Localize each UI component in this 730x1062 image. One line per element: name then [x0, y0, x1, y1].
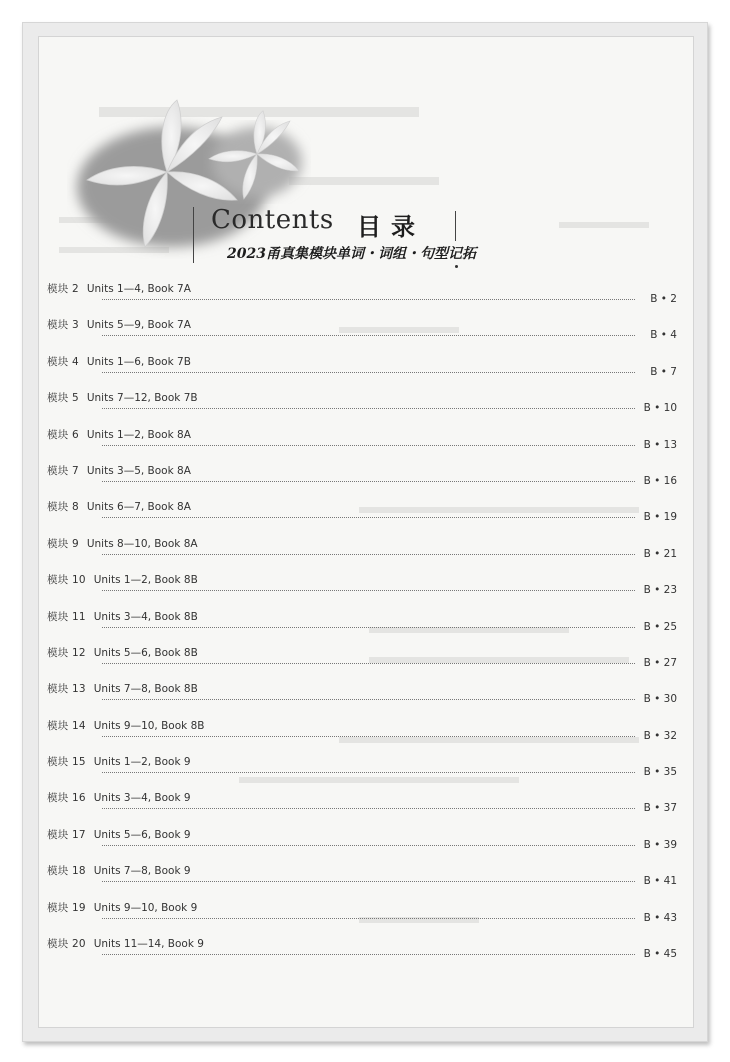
toc-entry[interactable] [47, 427, 677, 463]
toc-page-number: B • 7 [650, 365, 677, 378]
toc-module: 模块 12 [47, 646, 86, 659]
page-subtitle: 2023甬真集模块单词・词组・句型记拓 [227, 246, 476, 262]
toc-units: Units 6—7, Book 8A [86, 501, 191, 514]
toc-units: Units 1—2, Book 8B [93, 574, 198, 587]
toc-page-number: B • 35 [643, 766, 677, 779]
toc-module: 模块 18 [47, 865, 86, 878]
toc-page-number: B • 41 [643, 875, 677, 888]
toc-module: 模块 6 [47, 428, 79, 441]
toc-entry[interactable] [47, 463, 677, 499]
page-title-chinese: 目录 [357, 212, 425, 241]
toc-page-number: B • 10 [643, 402, 677, 415]
toc-dot-leader [102, 699, 635, 700]
contents-page [38, 36, 694, 1028]
toc-dot-leader [102, 335, 635, 336]
toc-entry[interactable] [47, 754, 677, 790]
toc-dot-leader [102, 627, 635, 628]
toc-dot-leader [102, 663, 635, 664]
toc-page-number: B • 25 [643, 620, 677, 633]
toc-entry[interactable] [47, 681, 677, 717]
toc-units: Units 1—2, Book 8A [86, 428, 191, 441]
toc-entry[interactable] [47, 317, 677, 353]
toc-units: Units 8—10, Book 8A [86, 537, 198, 550]
header-rule-left [193, 207, 194, 263]
toc-page-number: B • 37 [643, 802, 677, 815]
toc-units: Units 5—6, Book 8B [93, 646, 198, 659]
toc-units: Units 7—12, Book 7B [86, 392, 198, 405]
toc-module: 模块 2 [47, 283, 79, 295]
toc-dot-leader [102, 299, 635, 300]
toc-module: 模块 9 [47, 537, 79, 550]
toc-module: 模块 14 [47, 719, 86, 732]
toc-module: 模块 19 [47, 901, 86, 914]
toc-dot-leader [102, 408, 635, 409]
toc-page-number: B • 16 [643, 474, 677, 487]
toc-module: 模块 7 [47, 464, 79, 477]
toc-page-number: B • 32 [643, 729, 677, 742]
toc-dot-leader [102, 590, 635, 591]
toc-page-number: B • 4 [650, 329, 677, 342]
table-of-contents [47, 281, 677, 972]
toc-entry[interactable] [47, 354, 677, 390]
toc-module: 模块 8 [47, 501, 79, 514]
toc-dot-leader [102, 772, 635, 773]
toc-module: 模块 11 [47, 610, 86, 623]
toc-entry[interactable] [47, 827, 677, 863]
page-title-english: Contents [211, 205, 334, 235]
toc-entry[interactable] [47, 645, 677, 681]
toc-module: 模块 4 [47, 355, 79, 368]
toc-dot-leader [102, 372, 635, 373]
toc-module: 模块 17 [47, 828, 86, 841]
toc-entry[interactable] [47, 718, 677, 754]
toc-dot-leader [102, 845, 635, 846]
toc-page-number: B • 21 [643, 547, 677, 560]
toc-module: 模块 10 [47, 574, 86, 587]
toc-entry[interactable] [47, 790, 677, 826]
toc-units: Units 9—10, Book 9 [93, 901, 198, 914]
toc-module: 模块 15 [47, 756, 86, 769]
toc-dot-leader [102, 445, 635, 446]
toc-dot-leader [102, 954, 635, 955]
toc-units: Units 9—10, Book 8B [93, 719, 205, 732]
toc-units: Units 1—4, Book 7A [86, 283, 191, 295]
toc-dot-leader [102, 736, 635, 737]
toc-units: Units 3—4, Book 8B [93, 610, 198, 623]
toc-units: Units 3—4, Book 9 [93, 792, 191, 805]
toc-entry[interactable] [47, 281, 677, 317]
toc-entry[interactable] [47, 390, 677, 426]
toc-units: Units 7—8, Book 9 [93, 865, 191, 878]
toc-units: Units 3—5, Book 8A [86, 464, 191, 477]
contents-header [193, 205, 515, 265]
toc-dot-leader [102, 881, 635, 882]
toc-units: Units 5—9, Book 7A [86, 319, 191, 332]
toc-dot-leader [102, 517, 635, 518]
header-dot [455, 265, 458, 268]
toc-units: Units 1—6, Book 7B [86, 355, 191, 368]
toc-page-number: B • 2 [650, 293, 677, 305]
toc-page-number: B • 45 [643, 948, 677, 961]
toc-units: Units 5—6, Book 9 [93, 828, 191, 841]
toc-units: Units 11—14, Book 9 [93, 938, 204, 951]
toc-dot-leader [102, 481, 635, 482]
toc-module: 模块 13 [47, 683, 86, 696]
toc-module: 模块 20 [47, 938, 86, 951]
toc-page-number: B • 23 [643, 584, 677, 597]
toc-entry[interactable] [47, 572, 677, 608]
header-rule-right [455, 211, 456, 241]
toc-page-number: B • 13 [643, 438, 677, 451]
toc-module: 模块 16 [47, 792, 86, 805]
toc-entry[interactable] [47, 609, 677, 645]
toc-units: Units 7—8, Book 8B [93, 683, 198, 696]
toc-entry[interactable] [47, 536, 677, 572]
toc-entry[interactable] [47, 936, 677, 972]
toc-page-number: B • 30 [643, 693, 677, 706]
toc-entry[interactable] [47, 900, 677, 936]
toc-dot-leader [102, 808, 635, 809]
toc-page-number: B • 39 [643, 838, 677, 851]
toc-entry[interactable] [47, 863, 677, 899]
toc-entry[interactable] [47, 499, 677, 535]
toc-page-number: B • 19 [643, 511, 677, 524]
toc-dot-leader [102, 554, 635, 555]
toc-page-number: B • 27 [643, 656, 677, 669]
toc-module: 模块 5 [47, 392, 79, 405]
toc-page-number: B • 43 [643, 911, 677, 924]
toc-module: 模块 3 [47, 319, 79, 332]
toc-dot-leader [102, 918, 635, 919]
toc-units: Units 1—2, Book 9 [93, 756, 191, 769]
